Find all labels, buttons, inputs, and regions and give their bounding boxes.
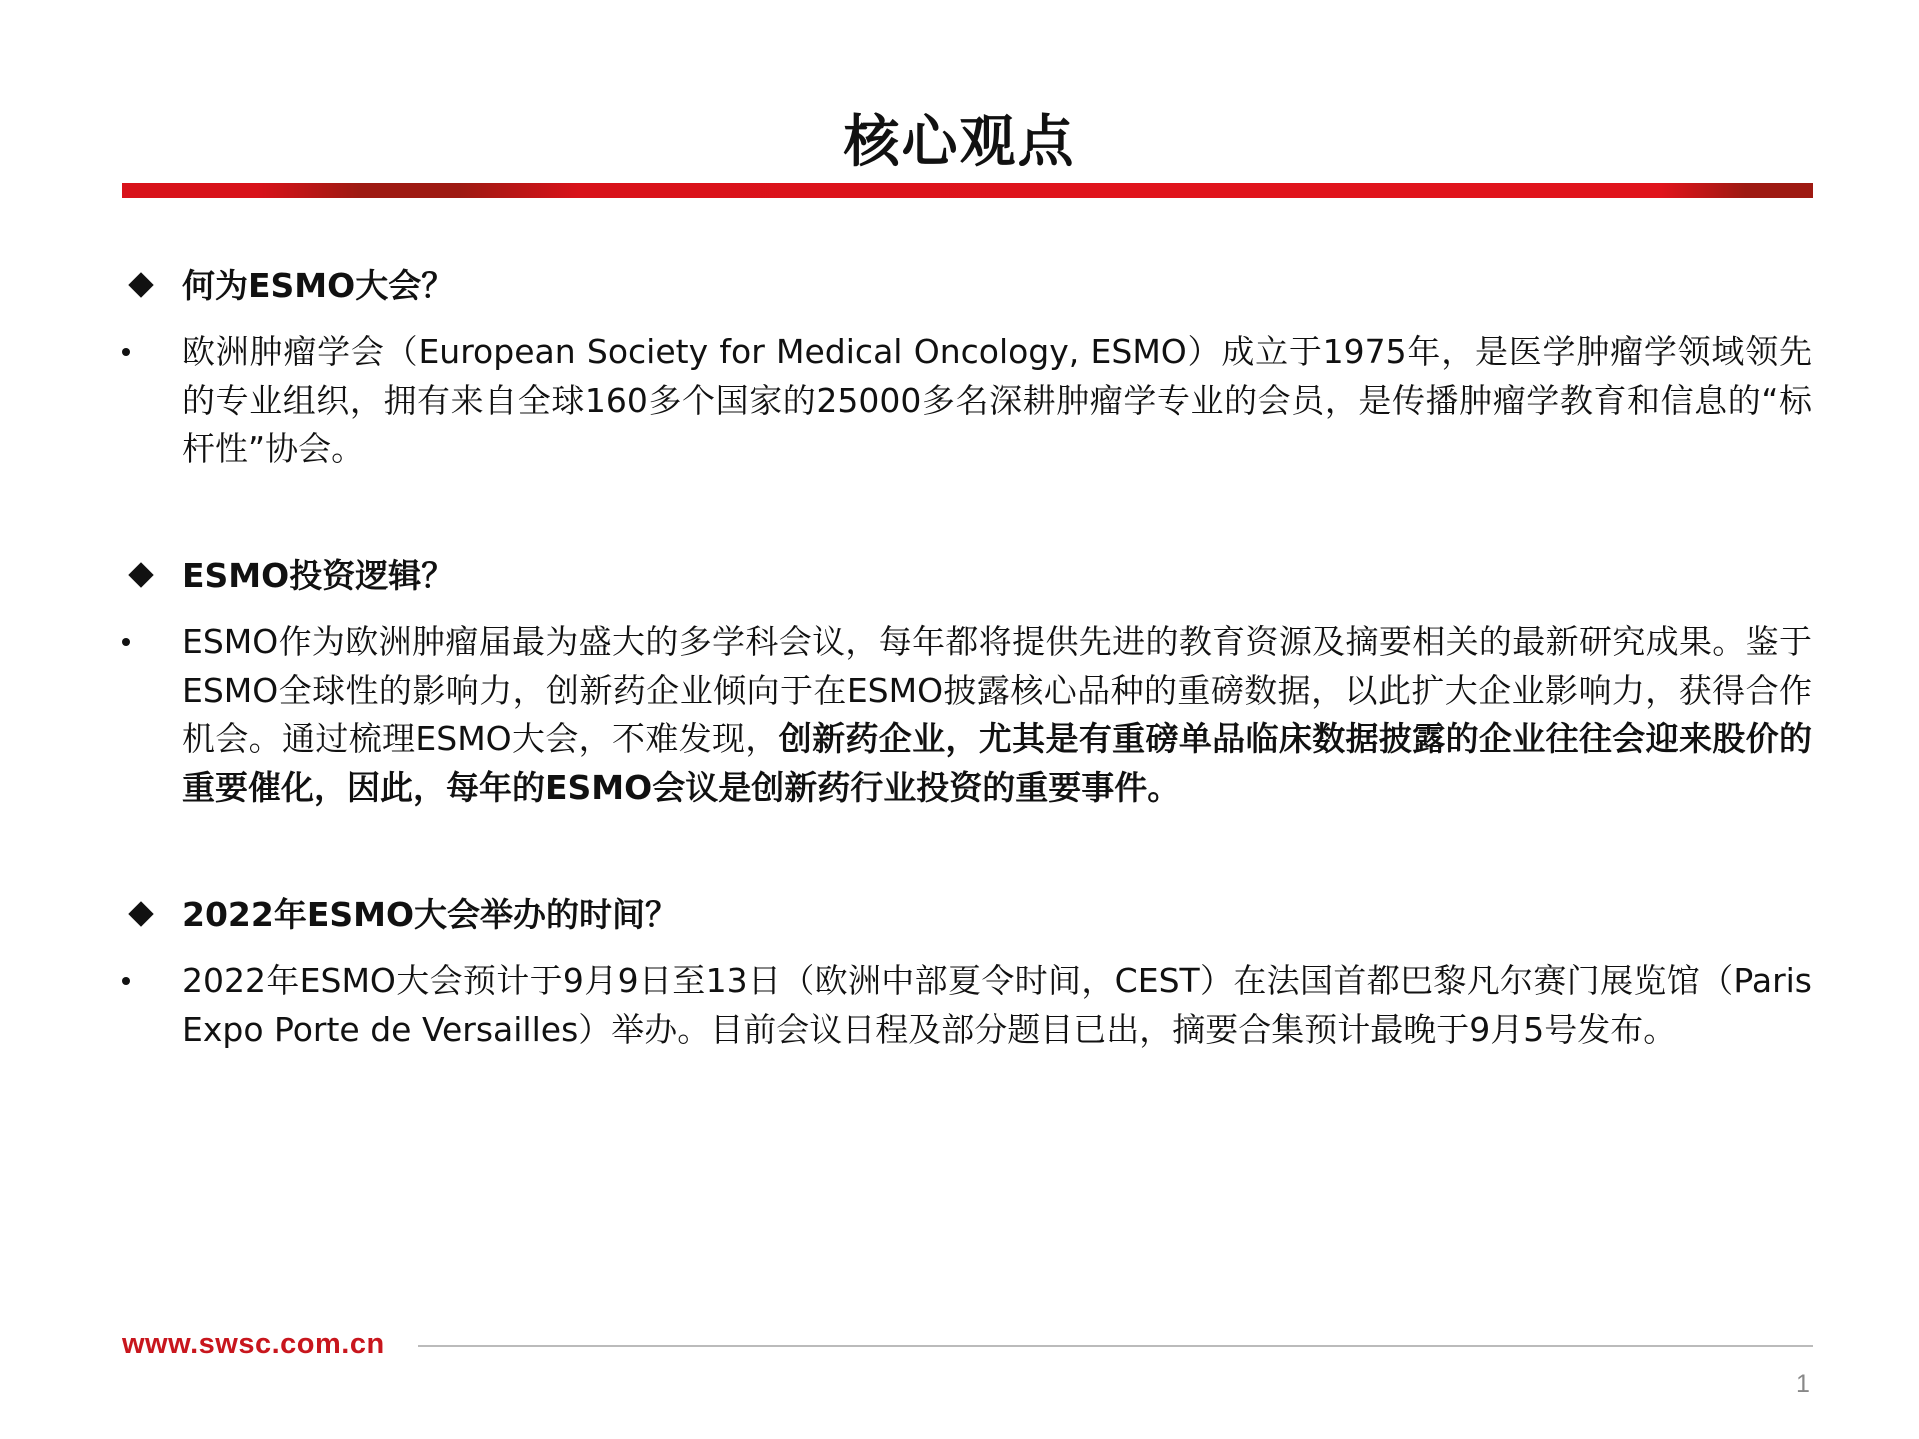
section-heading-text: ESMO投资逻辑？ [182, 556, 455, 595]
section-body-text [182, 328, 1812, 474]
section-heading [122, 266, 1822, 316]
diamond-bullet-icon [128, 272, 153, 297]
body-plain-text: 欧洲肿瘤学会（European Society for Medical Oncology, ESMO）成立于1975年，是医学肿瘤学领域领先的专业组织，拥有来自全球160多个国家的25000多名深耕肿瘤学专业的会员，是传播肿瘤学教育和信息的“标杆性”协会。 [182, 332, 1812, 468]
section-body-text [182, 957, 1812, 1054]
bullet-dot-icon [122, 638, 130, 646]
section-body [122, 618, 1822, 812]
section-heading-text: 2022年ESMO大会举办的时间？ [182, 895, 679, 934]
section-heading [122, 895, 1822, 945]
footer-url-link[interactable]: www.swsc.com.cn [122, 1328, 385, 1360]
title-divider [122, 183, 1813, 198]
section-esmo-2022-date [122, 895, 1822, 1054]
section-investment-logic [122, 556, 1822, 812]
body-plain-text: 2022年ESMO大会预计于9月9日至13日（欧洲中部夏令时间，CEST）在法国首都巴黎凡尔赛门展览馆（Paris Expo Porte de Versailles）举办。目前会议日程及部分题目已出，摘要合集预计最晚于9月5号发布。 [182, 961, 1812, 1049]
page-title: 核心观点 [843, 110, 1076, 175]
body-plain-text: ESMO作为欧洲肿瘤届最为盛大的多学科会议，每年都将提供先进的教育资源及摘要相关的最新研究成果。鉴于ESMO全球性的影响力，创新药企业倾向于在ESMO披露核心品种的重磅数据，以此扩大企业影响力，获得合作机会。通过梳理ESMO大会，不难发现， [182, 622, 1812, 758]
diamond-bullet-icon [128, 562, 153, 587]
section-body-text [182, 618, 1812, 812]
section-body [122, 328, 1822, 474]
diamond-bullet-icon [128, 901, 153, 926]
bullet-dot-icon [122, 348, 130, 356]
bullet-dot-icon [122, 977, 130, 985]
section-heading [122, 556, 1822, 606]
section-what-is-esmo [122, 266, 1822, 474]
section-body [122, 957, 1822, 1054]
section-heading-text: 何为ESMO大会？ [182, 266, 455, 305]
footer-divider [418, 1345, 1813, 1347]
body-bold-text: 创新药企业，尤其是有重磅单品临床数据披露的企业往往会迎来股价的重要催化，因此，每年的ESMO会议是创新药行业投资的重要事件。 [182, 719, 1813, 807]
page-number: 1 [1796, 1370, 1810, 1398]
